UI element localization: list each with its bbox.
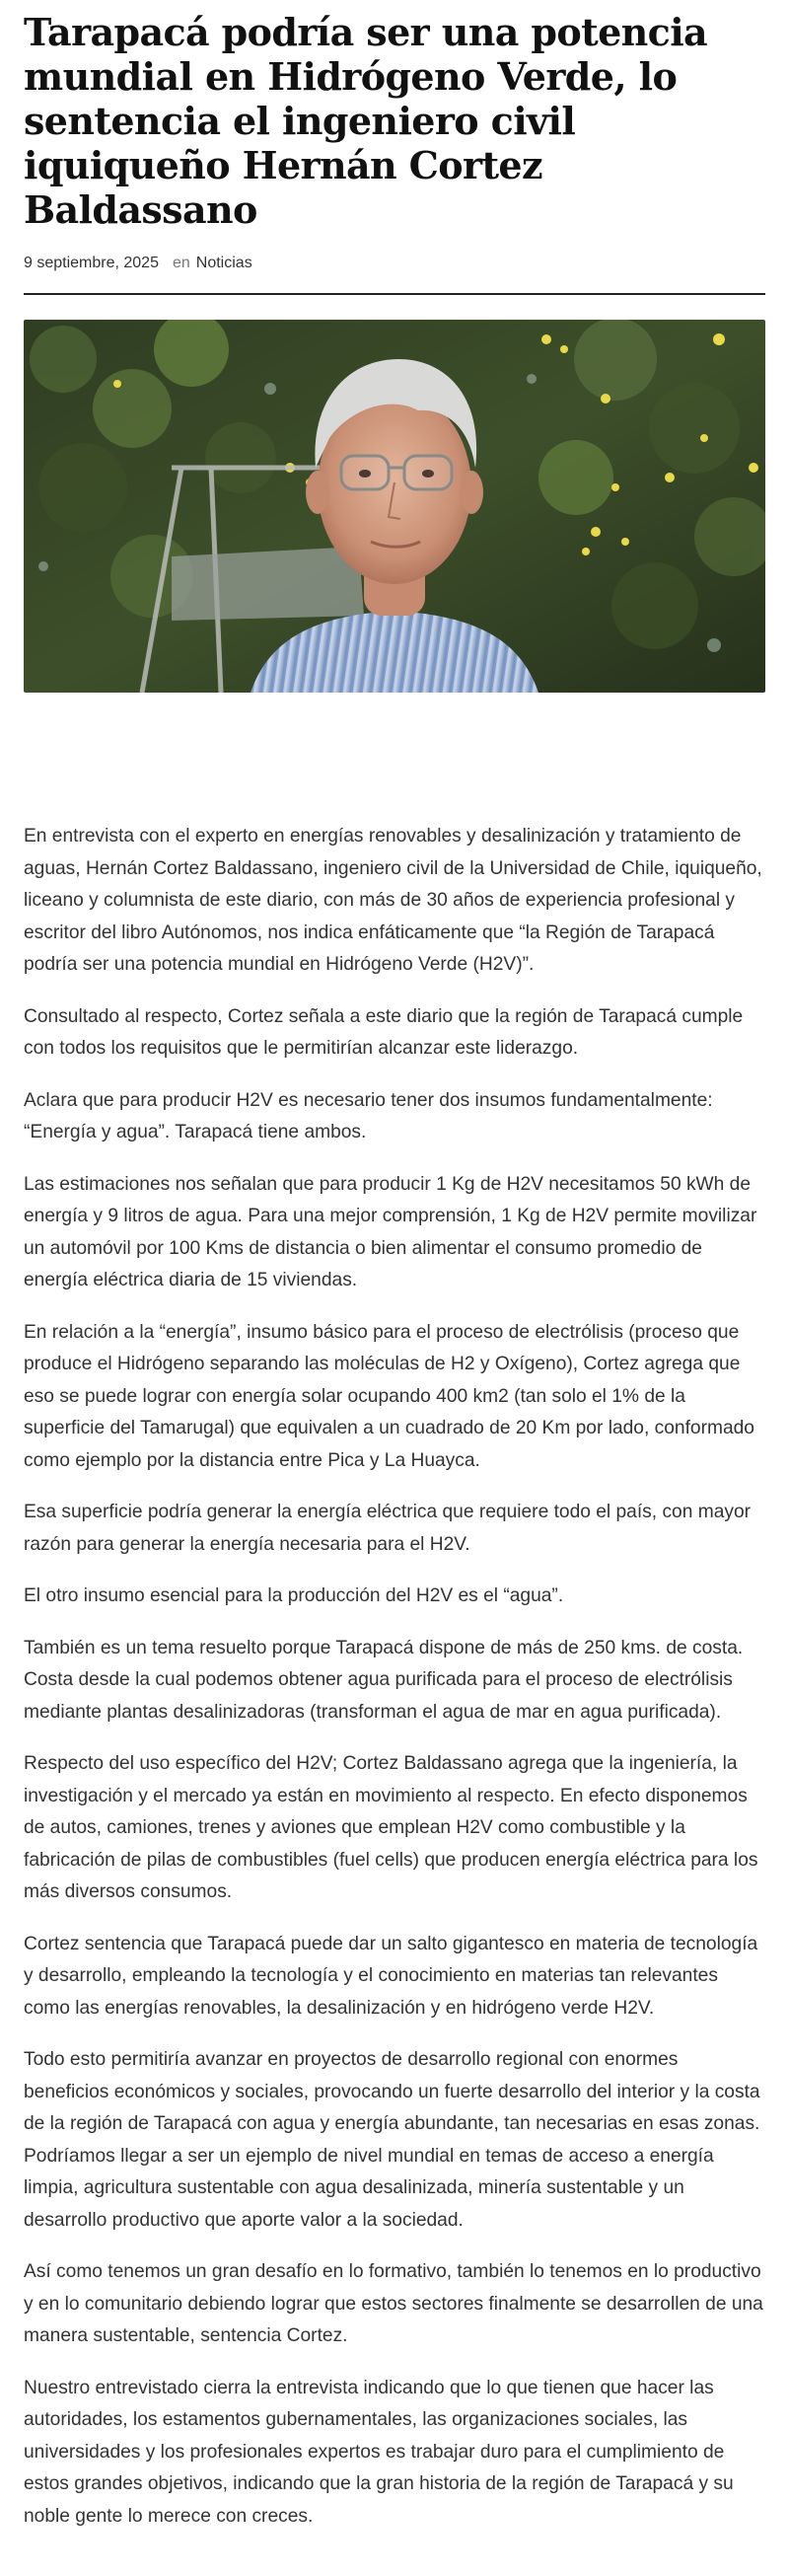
paragraph: Cortez sentencia que Tarapacá puede dar un salto gigantesco en materia de tecnología y desarrollo, empleando la tecnología y el conocimiento en materias tan relevantes como las energías renovables, la desalinización y en hidrógeno verde H2V. bbox=[24, 1933, 758, 2019]
paragraph: Todo esto permitiría avanzar en proyectos de desarrollo regional con enormes beneficios económicos y sociales, provocando un fuerte desarrollo del interior y la costa de la región de Tarapacá con agua y energía abundante, tan necesarias en esas zonas. Podríamos llegar a ser un ejemplo de nivel mundial en temas de acceso a energía limpia, agricultura sustentable con agua desalinizada, minería sustentable y un desarrollo productivo que aporte valor a la sociedad. bbox=[24, 2049, 760, 2231]
paragraph: Respecto del uso específico del H2V; Cortez Baldassano agrega que la ingeniería, la investigación y el mercado ya están en movimiento al respecto. En efecto disponemos de autos, camiones, trenes y aviones que emplean H2V como combustible y la fabricación de pilas de combustibles (fuel cells) que producen energía eléctrica para los más diversos consumos. bbox=[24, 1753, 758, 1902]
paragraph: En entrevista con el experto en energías renovables y desalinización y tratamiento de aguas, Hernán Cortez Baldassano, ingeniero civil de la Universidad de Chile, iquiqueño, liceano y columnista de este diario, con más de 30 años de experiencia profesional y escritor del libro Autónomos, nos indica enfáticamente que “la Región de Tarapacá podría ser una potencia mundial en Hidrógeno Verde (H2V)”. bbox=[24, 826, 762, 975]
article-meta bbox=[24, 255, 765, 272]
category-prefix: en bbox=[172, 255, 190, 271]
article-date[interactable]: 9 septiembre, 2025 bbox=[24, 255, 159, 271]
paragraph: Así como tenemos un gran desafío en lo formativo, también lo tenemos en lo productivo y en lo comunitario debiendo lograr que estos sectores finalmente se desarrollen de una manera sustentable, sentencia Cortez. bbox=[24, 2261, 763, 2346]
article-title: Tarapacá podría ser una potencia mundial en Hidrógeno Verde, lo sentencia el ingeniero civil iquiqueño Hernán Cortez Baldassano bbox=[24, 10, 708, 232]
title-divider bbox=[24, 293, 765, 295]
paragraph: Nuestro entrevistado cierra la entrevista indicando que lo que tienen que hacer las autoridades, los estamentos gubernamentales, las organizaciones sociales, las universidades y los profesionales expertos es trabajar duro para el cumplimiento de estos grandes objetivos, indicando que la gran historia de la región de Tarapacá y su noble gente lo merece con creces. bbox=[24, 2377, 734, 2527]
paragraph: El otro insumo esencial para la producción del H2V es el “agua”. bbox=[24, 1585, 564, 1606]
featured-image bbox=[24, 320, 765, 693]
paragraph: Las estimaciones nos señalan que para producir 1 Kg de H2V necesitamos 50 kWh de energía y 9 litros de agua. Para una mejor comprensión, 1 Kg de H2V permite movilizar un automóvil por 100 Kms de distancia o bien alimentar el consumo promedio de energía eléctrica diaria de 15 viviendas. bbox=[24, 1173, 757, 1290]
paragraph: También es un tema resuelto porque Tarapacá dispone de más de 250 kms. de costa. Costa desde la cual podemos obtener agua purificada para el proceso de electrólisis mediante plantas desalinizadoras (transforman el agua de mar en agua purificada). bbox=[24, 1637, 744, 1723]
portrait-photo bbox=[24, 320, 765, 693]
paragraph: En relación a la “energía”, insumo básico para el proceso de electrólisis (proceso que produce el Hidrógeno separando las moléculas de H2 y Oxígeno), Cortez agrega que eso se puede lograr con energía solar ocupando 400 km2 (tan solo el 1% de la superficie del Tamarugal) que equivalen a un cuadrado de 20 Km por lado, conformado como ejemplo por la distancia entre Pica y La Huayca. bbox=[24, 1321, 754, 1471]
paragraph: Esa superficie podría generar la energía eléctrica que requiere todo el país, con mayor razón para generar la energía necesaria para el H2V. bbox=[24, 1502, 752, 1555]
article bbox=[24, 0, 765, 2552]
paragraph: Consultado al respecto, Cortez señala a este diario que la región de Tarapacá cumple con todos los requisitos que le permitirían alcanzar este liderazgo. bbox=[24, 1005, 744, 1059]
article-body bbox=[24, 821, 765, 2533]
paragraph: Aclara que para producir H2V es necesario tener dos insumos fundamentalmente: “Energía y agua”. Tarapacá tiene ambos. bbox=[24, 1089, 713, 1142]
category-link[interactable]: Noticias bbox=[195, 255, 252, 271]
